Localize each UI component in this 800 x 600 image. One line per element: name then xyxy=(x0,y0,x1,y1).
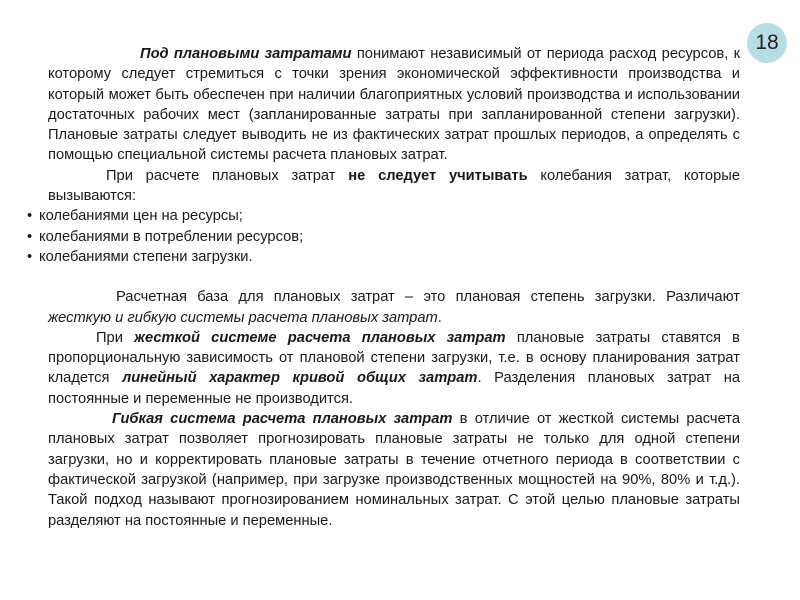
emphasis-rigid-flexible-systems: жесткую и гибкую системы расчета плановых затрат xyxy=(48,309,438,326)
paragraph-calculation-base xyxy=(48,287,740,328)
paragraph-text: колебания затрат, которые вызываются: xyxy=(48,167,740,205)
slide-body xyxy=(39,44,741,531)
slide-number-badge xyxy=(747,23,787,63)
term-rigid-system: жесткой системе расчета плановых затрат xyxy=(134,329,506,346)
paragraph-text: При расчете плановых затрат xyxy=(106,167,349,184)
paragraph-text: плановые затраты ставятся в пропорциональную зависимость от плановой степени загрузки, т.е. в основу планирования затрат кладется xyxy=(48,329,740,387)
paragraph-text: . Разделения плановых затрат на постоянные и переменные не производится. xyxy=(48,370,740,407)
paragraph-text: При xyxy=(96,329,135,346)
term-planned-costs: Под плановыми затратами xyxy=(140,46,352,62)
emphasis-should-not-consider: не следует учитывать xyxy=(348,167,528,184)
paragraph-text: Расчетная база для плановых затрат – это плановая степень загрузки. Различают xyxy=(116,289,740,306)
list-item: • колебаниями степени загрузки. xyxy=(27,247,740,267)
paragraph-text: в отличие от жесткой системы расчета плановых затрат позволяет прогнозировать плановые затраты не только для одной степени загрузки, но и корректировать плановые затраты в течение отчетного периода в соответствии с фактической загрузкой (например, при загрузке производственных мощностей на 90%, 80% и т.д.). Такой подход называют прогнозированием номинальных затрат. С этой целью плановые затраты разделяют на постоянные и переменные. xyxy=(48,411,740,529)
paragraph-rigid-system xyxy=(48,328,740,409)
paragraph-text: понимают независимый от периода расход ресурсов, к которому следует стремиться с точки зрения экономической эффективности производства и который может быть обеспечен при наличии благоприятных условий производства и использовании достаточных рабочих мест (запланированные затраты при запланированной степени загрузки). Плановые затраты следует выводить не из фактических затрат прошлых периодов, а определять с помощью специальной системы расчета плановых затрат. xyxy=(48,46,741,164)
paragraph-exclusions xyxy=(48,166,740,207)
fluctuations-list xyxy=(27,206,740,267)
paragraph-planned-costs-definition xyxy=(48,44,740,166)
paragraph-flexible-system xyxy=(48,409,740,531)
slide-number: 18 xyxy=(755,31,779,54)
paragraph-text: . xyxy=(437,309,442,326)
list-item: • колебаниями цен на ресурсы; xyxy=(27,206,740,226)
list-item: • колебаниями в потреблении ресурсов; xyxy=(27,227,740,247)
term-flexible-system: Гибкая система расчета плановых затрат xyxy=(112,411,453,428)
term-linear-cost-curve: линейный характер кривой общих затрат xyxy=(122,370,478,387)
